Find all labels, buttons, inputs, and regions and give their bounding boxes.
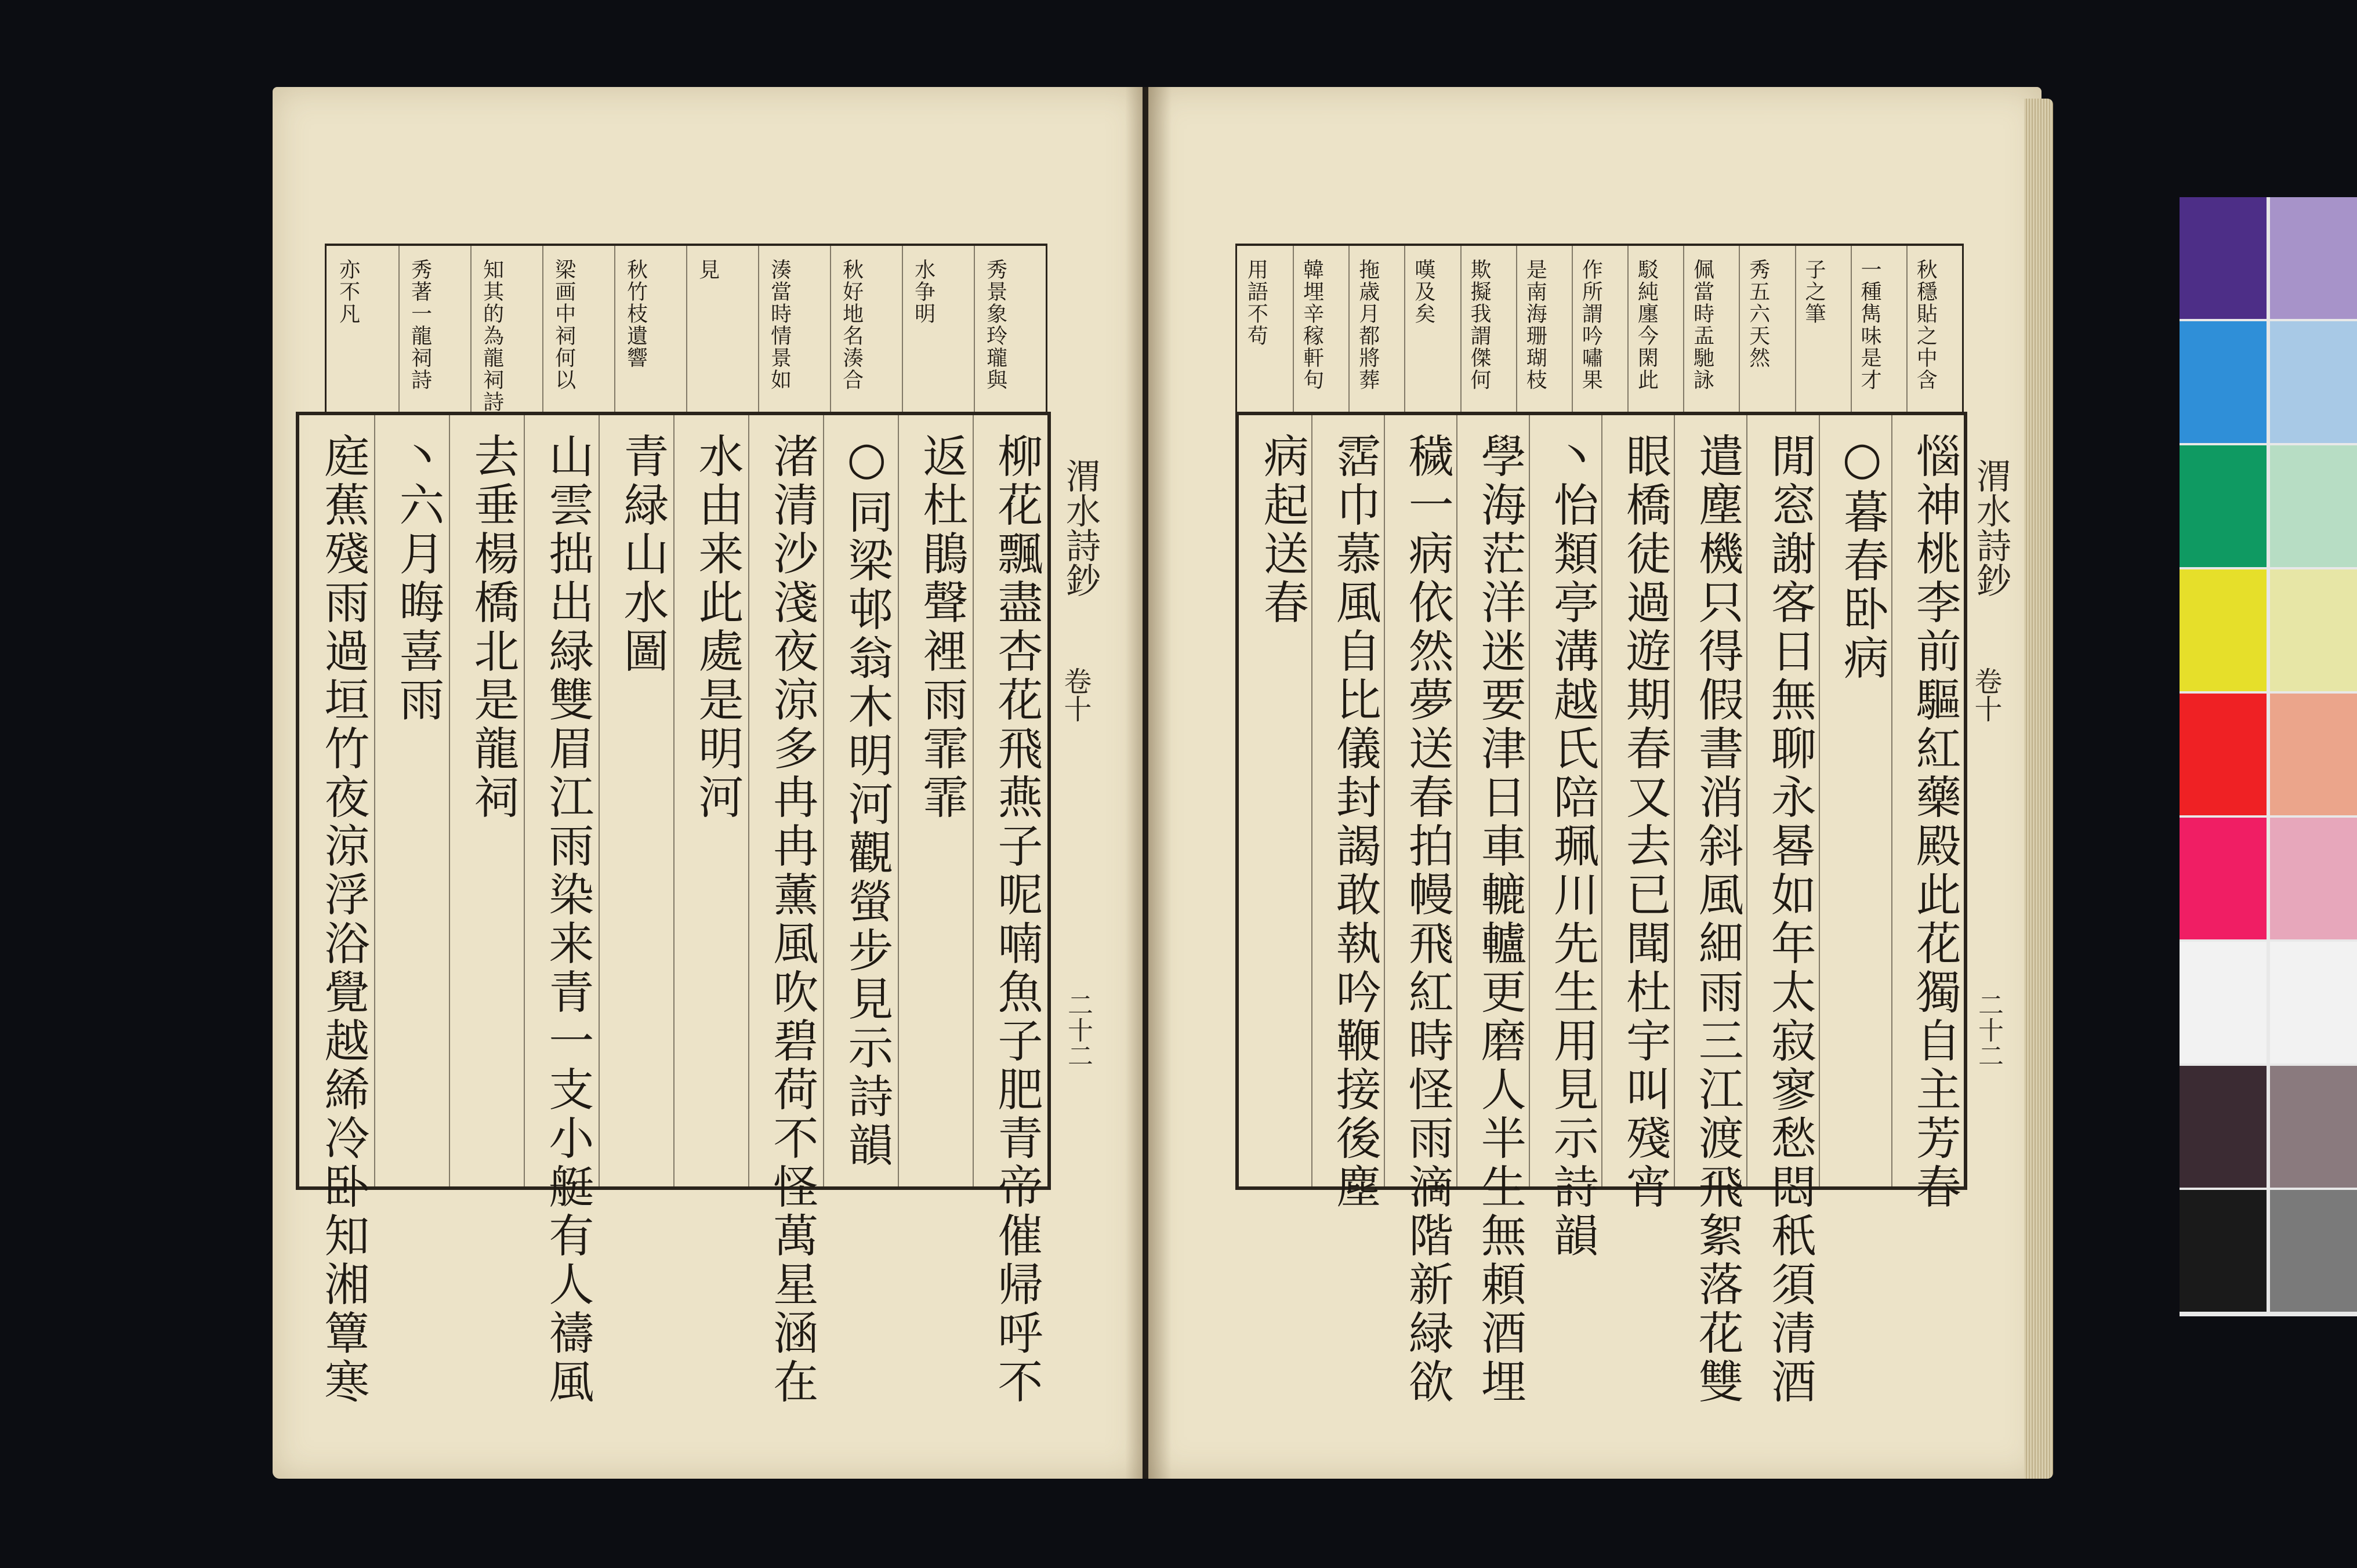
left_page.columns-column: 丶六月晦喜雨 [391,433,444,725]
open-book [273,87,2059,1490]
right_page.columns-column: ○暮春卧病 [1836,433,1888,683]
right_page.columns-column: 閒窓謝客日無聊永晷如年太寂寥愁悶秖須清酒 [1763,433,1816,1407]
column-rule [374,415,375,1186]
right-text-frame [1235,412,1967,1407]
left_page.notes-column: 秋竹枝遺響 [623,259,648,369]
left-page-number: 二十二 [1063,992,1093,1068]
column-rule [1795,246,1796,414]
color-swatch [2270,197,2357,319]
left_page.columns-column: 返杜鵑聲裡雨霏霏 [915,433,968,822]
left_page.notes-column: 見 [695,259,720,281]
column-rule [1819,415,1820,1186]
book-gutter [1125,87,1172,1479]
right_page.notes-column: 欺擬我謂傑何 [1467,259,1492,391]
column-rule [673,415,675,1186]
color-swatch [2270,321,2357,443]
right_page.columns-column: 惱神桃李前驅紅藥殿此花獨自主芳春 [1908,433,1961,1212]
right_page.notes-column: 韓埋辛稼軒句 [1300,259,1324,391]
right_page.columns-column: 丶怡類亭溝越氏陪珮川先生用見示詩韻 [1546,433,1598,1261]
right_page.columns-column: 穢一病依然夢送春拍幔飛紅時怪雨滴階新緑欲 [1401,433,1453,1407]
column-rule [542,246,543,414]
left-text-frame [296,412,1051,1407]
right_page.columns-column: 學海茫洋迷要津日車轆轤更磨人半生無頼酒埋 [1473,433,1526,1407]
column-rule [599,415,600,1186]
color-swatch [2180,197,2267,319]
column-rule [1683,246,1684,414]
right_page.notes-column: 一種雋味是才 [1858,259,1882,391]
color-swatch [2270,1066,2357,1188]
right_page.notes-column: 駁純廛今閑此 [1634,259,1659,391]
column-rule [449,415,450,1186]
column-rule [524,415,525,1186]
column-rule [758,246,759,414]
left-notes-block [325,244,1047,414]
color-checker [2180,197,2357,1316]
left_page.notes-column: 秋好地名湊合 [839,259,864,391]
right_page.notes-column: 佩當時盂馳詠 [1690,259,1714,391]
color-swatch [2270,694,2357,815]
color-swatch [2180,694,2267,815]
color-swatch [2180,818,2267,939]
color-swatch [2270,818,2357,939]
color-swatch [2180,1066,2267,1188]
column-rule [898,415,899,1186]
left_page.columns-column: 渚清沙淺夜涼多冉冉薰風吹碧荷不怪萬星涵在 [766,433,818,1407]
right-page [1148,87,2041,1479]
column-rule [1311,415,1312,1186]
column-rule [1906,246,1908,414]
column-rule [1516,246,1517,414]
color-swatch [2180,569,2267,691]
left_page.columns-column: 去垂楊橋北是龍祠 [466,433,519,822]
column-rule [470,246,472,414]
left_page.notes-column: 知其的為龍祠詩 [480,259,504,413]
column-rule [1746,415,1747,1186]
color-swatch [2180,445,2267,567]
column-rule [1529,415,1530,1186]
right_page.notes-column: 用語不苟 [1244,259,1268,347]
right_page.columns-column: 眼橋徒過遊期春又去已聞杜宇叫殘宵 [1618,433,1671,1212]
right-page-number: 二十二 [1974,992,2003,1068]
left_page.notes-column: 秀著一龍祠詩 [408,259,432,391]
left_page.notes-column: 梁画中祠何以 [552,259,576,391]
right-spine-title: 渭水詩鈔 [1971,458,2011,597]
column-rule [1601,415,1602,1186]
right_page.columns-column: 遣塵機只得假書消斜風細雨三江渡飛絮落花雙 [1691,433,1743,1407]
column-rule [1293,246,1294,414]
right_page.notes-column: 拖歳月都將葬 [1355,259,1380,391]
left_page.notes-column: 湊當時情景如 [767,259,792,391]
right_page.notes-column: 嘆及矣 [1411,259,1435,325]
column-rule [823,415,824,1186]
column-rule [1739,246,1740,414]
column-rule [974,246,975,414]
right-notes-block [1235,244,1964,414]
color-swatch [2270,445,2357,567]
column-rule [1851,246,1852,414]
right_page.notes-column: 秀五六天然 [1746,259,1770,369]
color-swatch [2180,321,2267,443]
color-swatch [2180,942,2267,1064]
left_page.columns-column: 水由来此處是明河 [691,433,744,822]
column-rule [1384,415,1385,1186]
left_page.columns-column: 庭蕉殘雨過垣竹夜涼浮浴覺越絺冷卧知湘簟寒 [317,433,369,1407]
left_page.columns-column: 山雲拙出緑雙眉江雨染来青一支小艇有人禱風 [541,433,594,1407]
color-swatch [2270,569,2357,691]
column-rule [1891,415,1892,1186]
column-rule [1404,246,1405,414]
left-spine-volume: 卷十 [1059,667,1092,723]
left_page.notes-column: 秀景象玲瓏與 [983,259,1007,391]
right_page.notes-column: 子之筆 [1801,259,1826,325]
column-rule [748,415,749,1186]
color-swatch [2270,942,2357,1064]
right-spine-volume: 卷十 [1970,667,2002,723]
column-rule [686,246,687,414]
column-rule [1674,415,1675,1186]
column-rule [1456,415,1457,1186]
right_page.notes-column: 是南海珊瑚枝 [1523,259,1547,391]
column-rule [1627,246,1629,414]
column-rule [1348,246,1350,414]
left_page.notes-column: 亦不凡 [336,259,360,325]
column-rule [398,246,400,414]
left-spine-title: 渭水詩鈔 [1060,458,1101,597]
left_page.columns-column: 青緑山水圖 [616,433,669,676]
left_page.notes-column: 水争明 [911,259,935,325]
right_page.notes-column: 作所謂吟嘯果 [1579,259,1603,391]
page-edges [2024,99,2053,1479]
column-rule [1460,246,1462,414]
left_page.columns-column: 柳花飄盡杏花飛燕子呢喃魚子肥青帝催帰呼不 [990,433,1043,1407]
left-page [273,87,1143,1479]
column-rule [902,246,903,414]
color-swatch [2270,1190,2357,1312]
left_page.columns-column: ○同梁邨翁木明河觀螢步見示詩韻 [840,433,893,1170]
column-rule [1572,246,1573,414]
column-rule [973,415,974,1186]
column-rule [830,246,831,414]
column-rule [614,246,615,414]
right_page.columns-column: 病起送春 [1256,433,1308,627]
right_page.columns-column: 霑巾慕風自比儀封謁敢執吟鞭接後塵 [1328,433,1381,1212]
color-swatch [2180,1190,2267,1312]
right_page.notes-column: 秋穩貼之中含 [1913,259,1938,391]
